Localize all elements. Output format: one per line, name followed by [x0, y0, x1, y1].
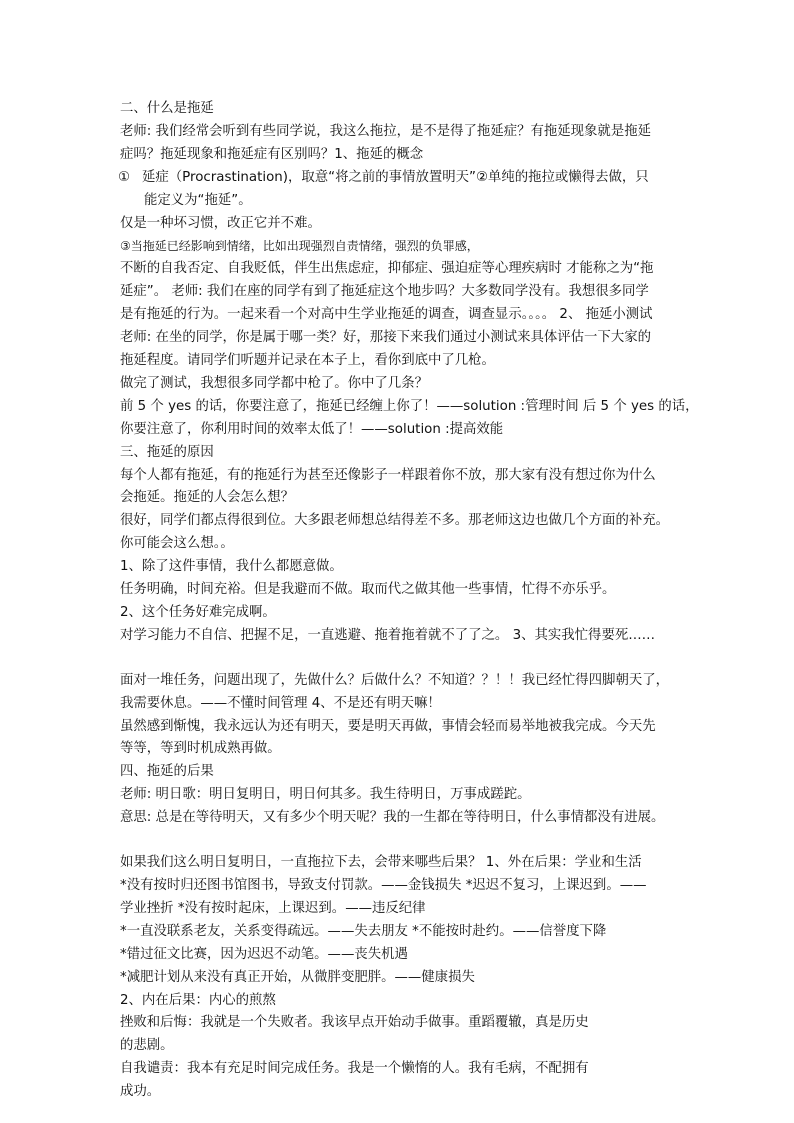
section-heading: 二、什么是拖延 — [120, 101, 214, 116]
paragraph-line: 会拖延。拖延的人会怎么想？ — [120, 490, 295, 506]
paragraph-line: 拖延程度。请同学们听题并记录在本子上，看你到底中了几枪。 — [120, 352, 495, 368]
list-item-continuation: 能定义为“拖延”。 — [144, 192, 252, 208]
paragraph-line: *减肥计划从来没有真正开始，从微胖变肥胖。——健康损失 — [120, 969, 475, 985]
paragraph-line: 仅是一种坏习惯，改正它并不难。 — [120, 215, 321, 231]
document-page — [118, 98, 699, 1104]
paragraph-line: 你可能会这么想。。 — [120, 536, 234, 552]
numbered-list-item — [120, 167, 680, 190]
paragraph-line: 老师: 我们经常会听到有些同学说，我这么拖拉，是不是得了拖延症？有拖延现象就是拖延 — [120, 123, 651, 139]
list-marker: ① — [118, 169, 131, 185]
paragraph-line: 意思: 总是在等待明天，又有多少个明天呢？我的一生都在等待明日，什么事情都没有进展。 — [120, 810, 665, 826]
paragraph-line: 学业挫折 *没有按时起床，上课迟到。——违反纪律 — [120, 900, 426, 916]
paragraph-line: *一直没联系老友，关系变得疏远。——失去朋友 *不能按时赴约。——信誉度下降 — [120, 923, 607, 939]
paragraph-line: ③当拖延已经影响到情绪，比如出现强烈自责情绪，强烈的负罪感， — [120, 239, 479, 254]
paragraph-line: 任务明确，时间充裕。但是我避而不做。取而代之做其他一些事情，忙得不亦乐乎。 — [120, 582, 616, 598]
paragraph-line: 不断的自我否定、自我贬低，伴生出焦虑症，抑郁症、强迫症等心理疾病时 才能称之为“拖 — [120, 261, 654, 277]
paragraph-line: 做完了测试，我想很多同学都中枪了。你中了几条？ — [120, 375, 428, 391]
paragraph-line: 自我谴责：我本有充足时间完成任务。我是一个懒惰的人。我有毛病，不配拥有 — [120, 1061, 589, 1077]
section-heading: 四、拖延的后果 — [120, 764, 214, 780]
blank-line — [120, 648, 680, 670]
section-heading: 三、拖延的原因 — [120, 444, 214, 460]
paragraph-line: 面对一堆任务，问题出现了，先做什么？后做什么？不知道？？！！我已经忙得四脚朝天了， — [120, 672, 670, 688]
paragraph-line: *没有按时归还图书馆图书，导致支付罚款。——金钱损失 *迟迟不复习，上课迟到。—— — [120, 878, 647, 893]
paragraph-line: 2、内在后果：内心的煎熬 — [120, 992, 276, 1008]
paragraph-line: 每个人都有拖延，有的拖延行为甚至还像影子一样跟着你不放，那大家有没有想过你为什么 — [120, 467, 656, 483]
paragraph-line: 2、这个任务好难完成啊。 — [120, 604, 276, 620]
paragraph-line: 前 5 个 yes 的话，你要注意了，拖延已经缠上你了！——solution :管理时间 后 5 个 yes 的话， — [120, 398, 699, 414]
paragraph-line: 延症”。 老师: 我们在座的同学有到了拖延症这个地步吗？大多数同学没有。我想很多同学 — [120, 284, 649, 300]
paragraph-line: 是有拖延的行为。一起来看一个对高中生学业拖延的调查，调查显示。。。。 2、 拖延小测试 — [120, 307, 653, 323]
paragraph-line: 老师: 明日歌：明日复明日，明日何其多。我生待明日，万事成蹉跎。 — [120, 787, 531, 803]
paragraph-line: 等等，等到时机成熟再做。 — [120, 741, 281, 757]
blank-line — [120, 830, 680, 852]
paragraph-line: *错过征文比赛，因为迟迟不动笔。——丧失机遇 — [120, 946, 408, 962]
paragraph-line: 症吗？拖延现象和拖延症有区别吗？1、拖延的概念 — [120, 146, 424, 162]
paragraph-line: 挫败和后悔：我就是一个失败者。我该早点开始动手做事。重蹈覆辙，真是历史 — [120, 1015, 589, 1031]
paragraph-line: 我需要休息。——不懂时间管理 4、不是还有明天嘛！ — [120, 695, 441, 711]
paragraph-line: 很好，同学们都点得很到位。大多跟老师想总结得差不多。那老师这边也做几个方面的补充。 — [120, 513, 670, 529]
paragraph-line: 老师: 在坐的同学，你是属于哪一类？好，那接下来我们通过小测试来具体评估一下大家的 — [120, 330, 651, 346]
paragraph-line: 1、除了这件事情，我什么都愿意做。 — [120, 559, 343, 575]
paragraph-line: 对学习能力不自信、把握不足，一直逃避、拖着拖着就不了了之。 3、其实我忙得要死…… — [120, 627, 656, 643]
paragraph-line: 虽然感到惭愧，我永远认为还有明天，要是明天再做，事情会轻而易举地被我完成。今天先 — [120, 718, 656, 734]
paragraph-line: 的悲剧。 — [120, 1038, 174, 1054]
paragraph-line: 成功。 — [120, 1084, 161, 1100]
paragraph-line: 你要注意了，你利用时间的效率太低了！——solution :提高效能 — [120, 421, 504, 437]
list-item-text: 延症（Procrastination)，取意“将之前的事情放置明天”②单纯的拖拉或懒得去做，只 — [142, 169, 649, 185]
paragraph-line: 如果我们这么明日复明日，一直拖拉下去，会带来哪些后果？ 1、外在后果：学业和生活 — [120, 855, 642, 871]
